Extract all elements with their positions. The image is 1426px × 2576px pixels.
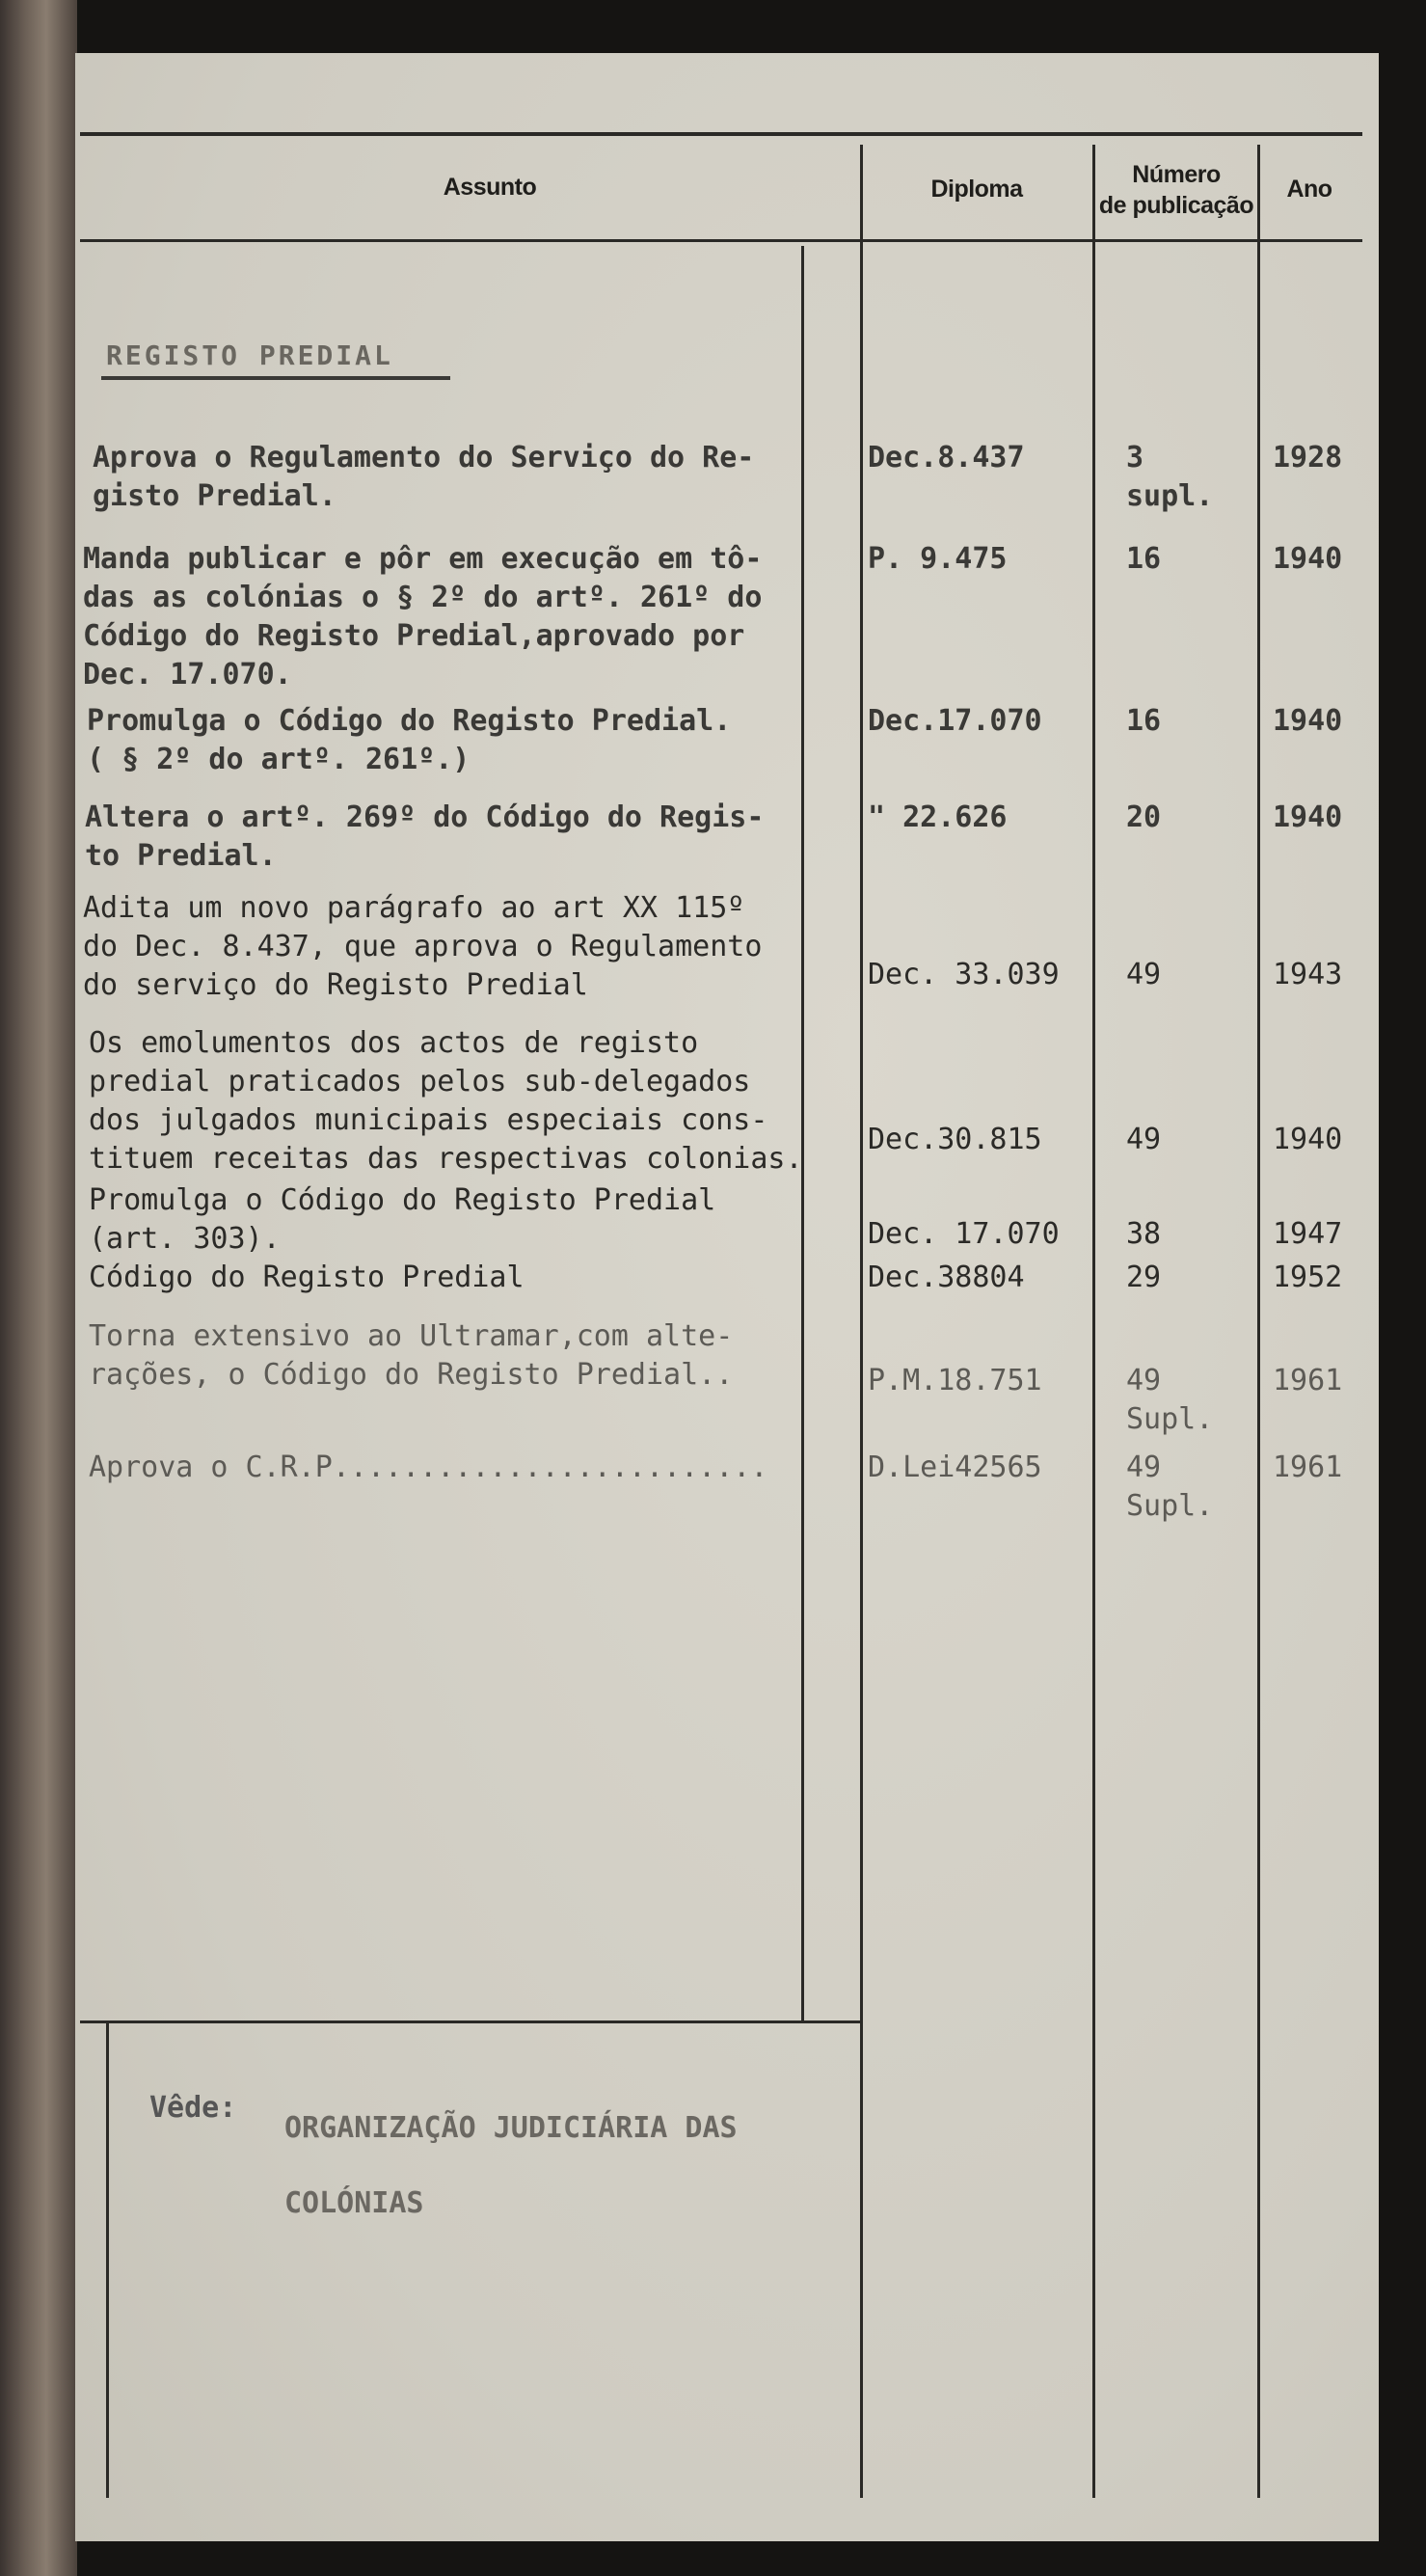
cell-numero <box>1126 439 1213 516</box>
cell-diploma: Dec. 17.070 <box>868 1217 1060 1251</box>
cell-assunto-line: Torna extensivo ao Ultramar,com alte- <box>89 1319 734 1353</box>
cell-numero-line: 16 <box>1126 542 1162 576</box>
cell-numero-line: supl. <box>1126 479 1214 513</box>
cell-assunto-line: Código do Registo Predial <box>89 1261 525 1294</box>
cell-ano: 1961 <box>1273 1364 1343 1397</box>
section-title: REGISTO PREDIAL <box>106 339 393 371</box>
cell-numero <box>1126 1362 1213 1439</box>
cell-diploma: P. 9.475 <box>868 542 1008 576</box>
cell-numero-line: 16 <box>1126 704 1162 738</box>
cell-diploma: P.M.18.751 <box>868 1364 1042 1397</box>
cell-assunto-line: (art. 303). <box>89 1222 281 1256</box>
cell-numero-line: 49 <box>1126 1451 1162 1484</box>
cell-numero <box>1126 1215 1161 1254</box>
cell-ano: 1961 <box>1273 1451 1343 1484</box>
cell-ano: 1952 <box>1273 1261 1343 1294</box>
cell-assunto-line: Promulga o Código do Registo Predial <box>89 1183 716 1217</box>
header-ano: Ano <box>1286 176 1332 203</box>
see-also-line2: COLÓNIAS <box>284 2186 424 2220</box>
col-divider-ano <box>1257 145 1260 2498</box>
cell-numero-line: 3 <box>1126 441 1144 475</box>
cell-assunto-line: tituem receitas das respectivas colonias. <box>89 1142 803 1176</box>
cell-assunto-line: Aprova o C.R.P......................... <box>89 1451 768 1484</box>
cell-numero <box>1126 956 1161 994</box>
cell-ano: 1940 <box>1273 542 1343 576</box>
cell-numero <box>1126 799 1161 837</box>
col-divider-diploma <box>860 145 863 2498</box>
cell-assunto <box>89 1317 733 1395</box>
binder-edge <box>0 0 77 2576</box>
cell-diploma: Dec.38804 <box>868 1261 1025 1294</box>
cell-assunto-line: Manda publicar e pôr em execução em tô- <box>83 542 763 576</box>
cell-numero <box>1126 1449 1213 1526</box>
cell-assunto <box>93 439 754 516</box>
see-also-line1: ORGANIZAÇÃO JUDICIÁRIA DAS <box>284 2111 738 2145</box>
cell-numero-line: Supl. <box>1126 1489 1214 1523</box>
cell-assunto <box>87 702 731 779</box>
cell-assunto-line: gisto Predial. <box>93 479 336 513</box>
header-numero-line1: Número <box>1132 161 1221 188</box>
cell-assunto-line: Adita um novo parágrafo ao art XX 115º <box>83 891 745 925</box>
cell-assunto-line: predial praticados pelos sub-delegados <box>89 1065 751 1098</box>
cell-assunto-line: do Dec. 8.437, que aprova o Regulamento <box>83 930 763 963</box>
cell-diploma: D.Lei42565 <box>868 1451 1042 1484</box>
col-divider-numero <box>1092 145 1095 2498</box>
cell-assunto-line: dos julgados municipais especiais cons- <box>89 1103 768 1137</box>
see-also-label: Vêde: <box>149 2091 237 2125</box>
cell-assunto-line: Os emolumentos dos actos de registo <box>89 1026 699 1060</box>
section-title-underline <box>101 376 450 380</box>
cell-ano: 1947 <box>1273 1217 1343 1251</box>
cell-ano: 1943 <box>1273 958 1343 991</box>
header-diploma: Diploma <box>930 176 1023 203</box>
cell-assunto-line: Altera o artº. 269º do Código do Regis- <box>85 800 765 834</box>
cell-numero-line: Supl. <box>1126 1402 1214 1436</box>
cell-assunto-line: Código do Registo Predial,aprovado por <box>83 619 745 653</box>
cell-numero-line: 49 <box>1126 1364 1162 1397</box>
cell-numero <box>1126 1121 1161 1159</box>
cell-numero <box>1126 540 1161 579</box>
header-numero <box>1095 159 1257 221</box>
cell-numero <box>1126 1259 1161 1297</box>
cell-diploma: Dec.30.815 <box>868 1123 1042 1156</box>
cell-assunto-line: Dec. 17.070. <box>83 658 292 691</box>
cell-assunto <box>83 540 762 694</box>
cell-assunto <box>89 1181 715 1259</box>
cell-numero <box>1126 702 1161 741</box>
cell-assunto-line: to Predial. <box>85 839 277 873</box>
cell-assunto <box>89 1024 803 1179</box>
cell-ano: 1940 <box>1273 704 1343 738</box>
see-also-reference <box>284 2091 738 2241</box>
cell-diploma: Dec.8.437 <box>868 441 1025 475</box>
cell-numero-line: 49 <box>1126 958 1162 991</box>
cell-assunto <box>89 1259 525 1297</box>
header-numero-line2: de publicação <box>1098 192 1254 219</box>
cell-numero-line: 49 <box>1126 1123 1162 1156</box>
cell-assunto <box>89 1449 767 1487</box>
cell-assunto-line: do serviço do Registo Predial <box>83 968 588 1002</box>
cell-assunto-line: Aprova o Regulamento do Serviço do Re- <box>93 441 755 475</box>
cell-ano: 1940 <box>1273 1123 1343 1156</box>
cell-diploma: Dec. 33.039 <box>868 958 1060 991</box>
bottom-box-rule <box>80 2020 863 2023</box>
cell-ano: 1940 <box>1273 800 1343 834</box>
cell-assunto-line: ( § 2º do artº. 261º.) <box>87 743 471 776</box>
cell-numero-line: 29 <box>1126 1261 1162 1294</box>
cell-assunto-line: das as colónias o § 2º do artº. 261º do <box>83 581 763 614</box>
top-rule <box>80 132 1362 136</box>
cell-ano: 1928 <box>1273 441 1343 475</box>
cell-assunto <box>85 799 764 876</box>
cell-diploma: " 22.626 <box>868 800 1008 834</box>
cell-assunto <box>83 889 762 1005</box>
header-assunto: Assunto <box>443 174 537 201</box>
cell-assunto-line: rações, o Código do Registo Predial.. <box>89 1358 734 1392</box>
cell-diploma: Dec.17.070 <box>868 704 1042 738</box>
cell-numero-line: 38 <box>1126 1217 1162 1251</box>
bottom-box-left <box>106 2023 109 2498</box>
cell-assunto-line: Promulga o Código do Registo Predial. <box>87 704 732 738</box>
cell-numero-line: 20 <box>1126 800 1162 834</box>
header-bottom-rule <box>80 239 1362 242</box>
